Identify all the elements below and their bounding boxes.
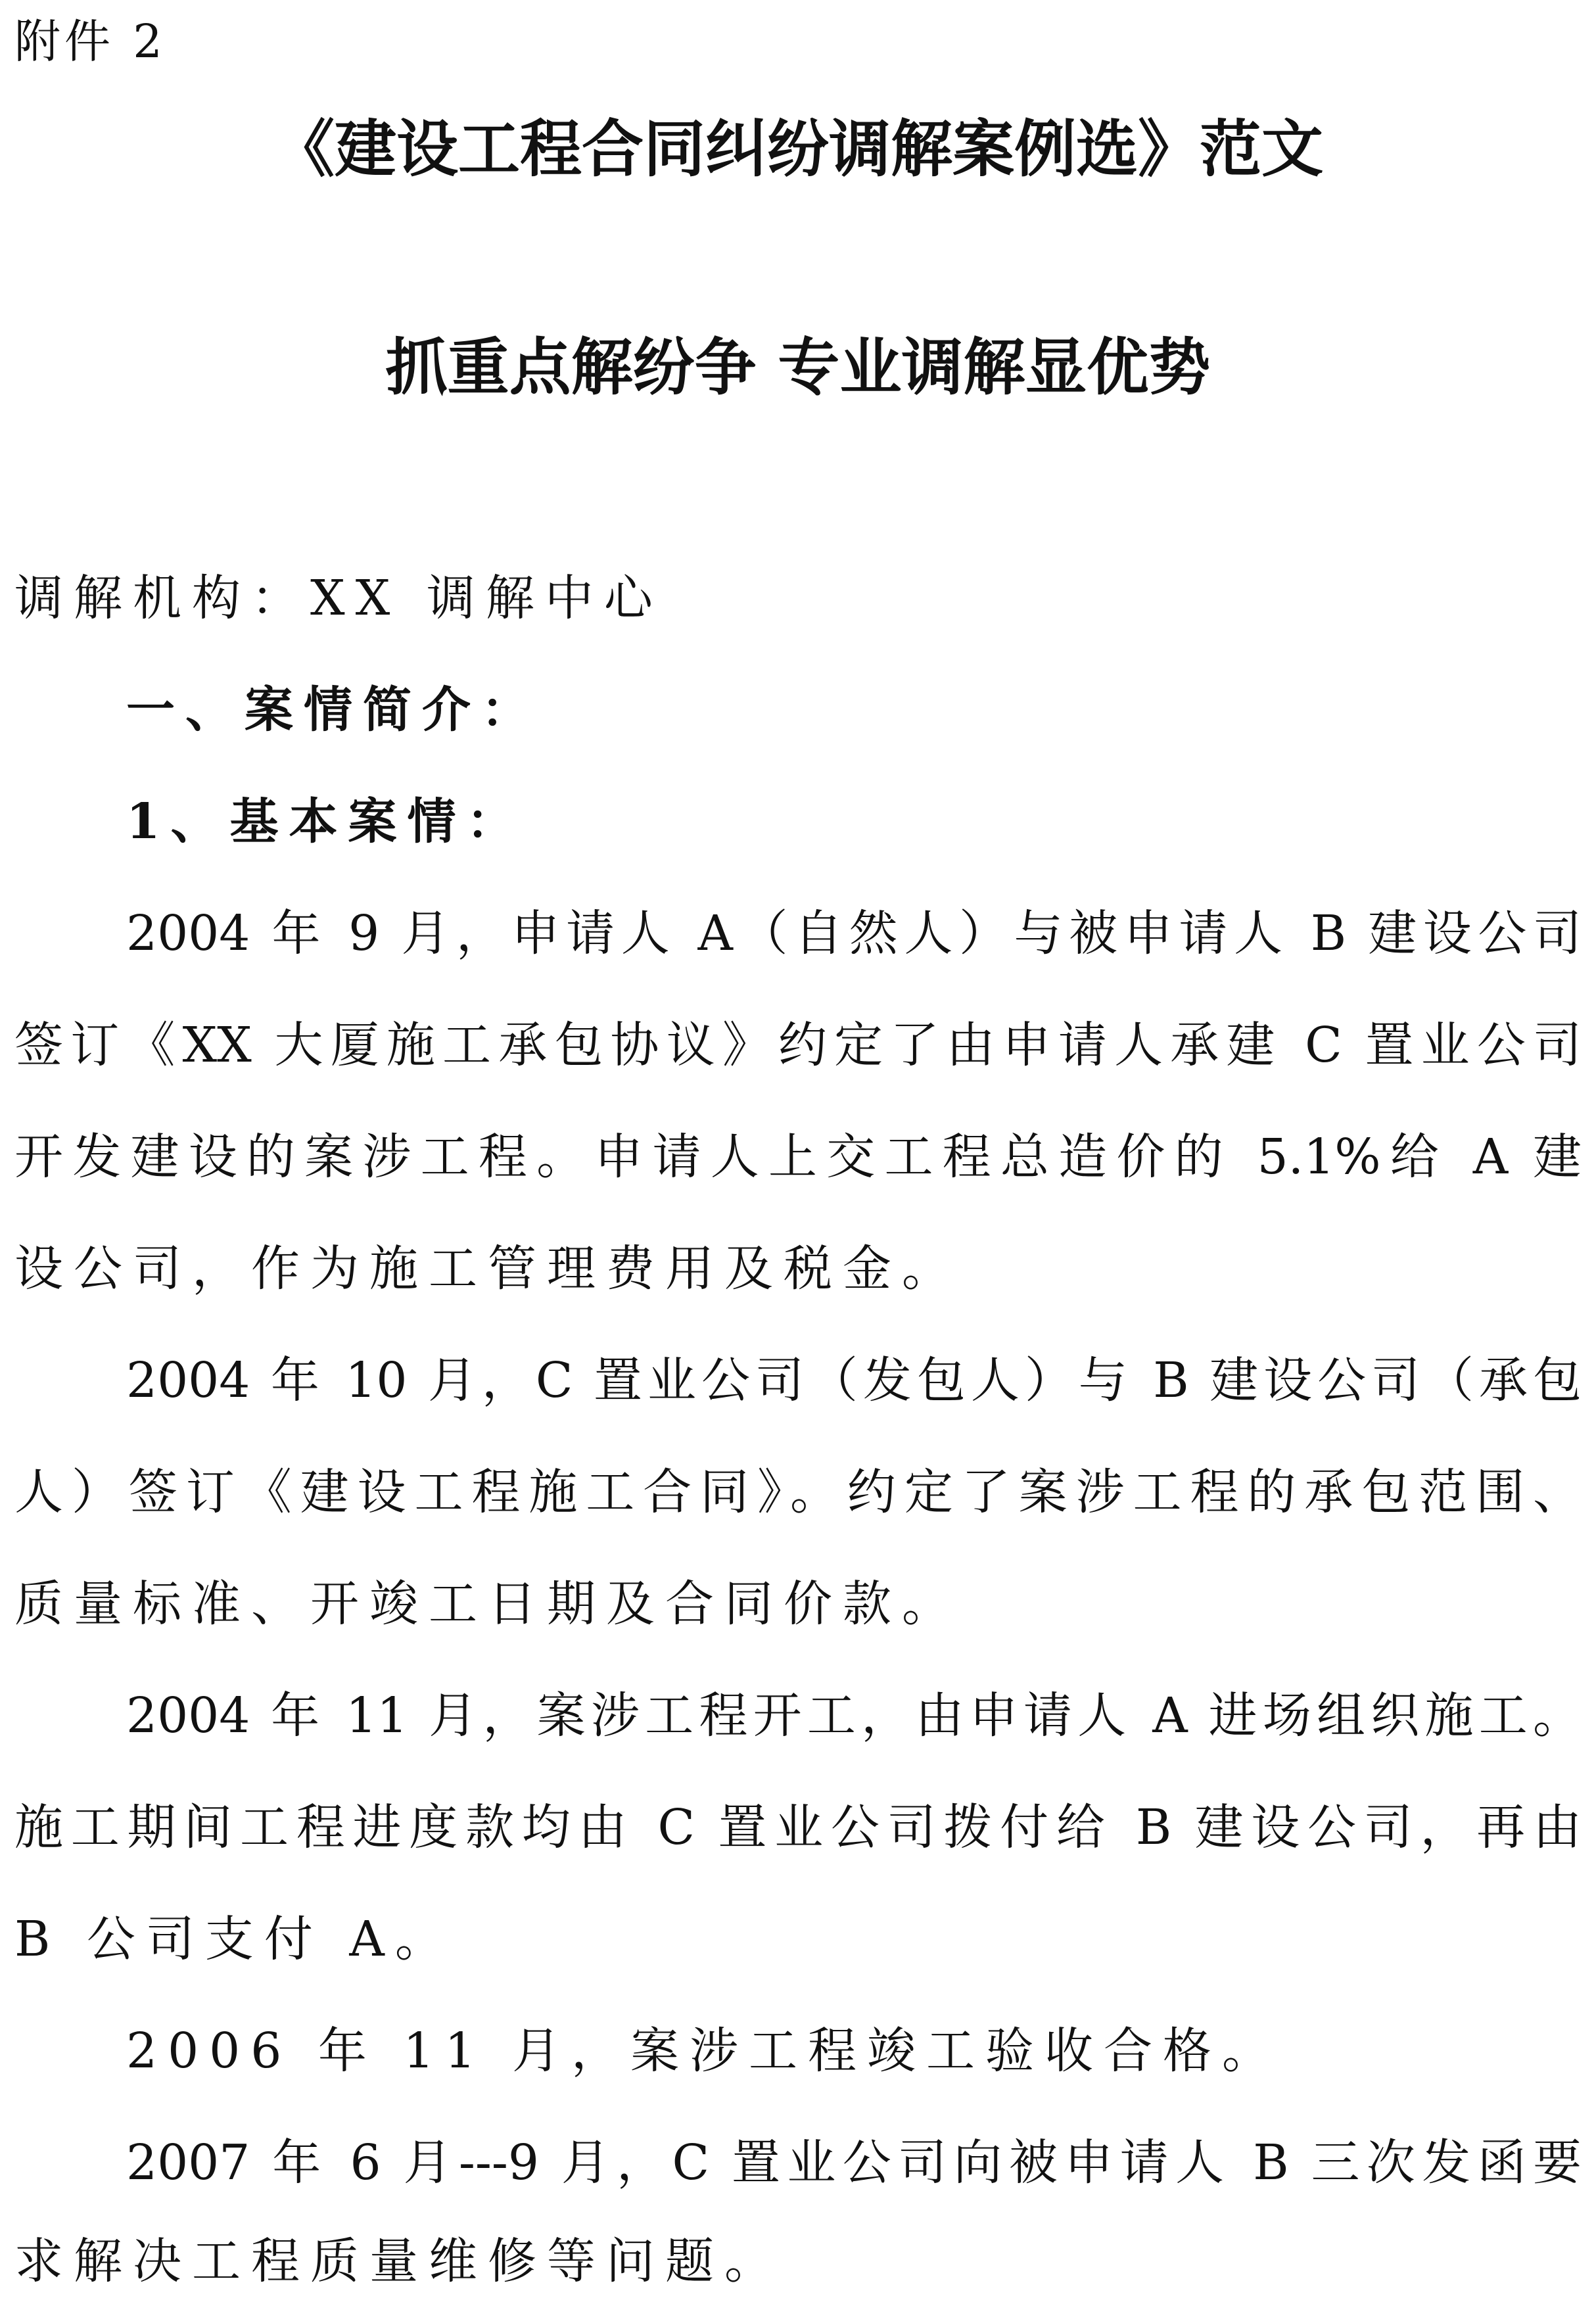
paragraph-line: 签订《XX 大厦施工承包协议》约定了由申请人承建 C 置业公司 [14,1017,1582,1073]
paragraph-line: 2006 年 11 月，案涉工程竣工验收合格。 [126,2023,1282,2079]
mediation-org-line: 调解机构：XX 调解中心 [14,570,663,626]
document-subtitle: 抓重点解纷争 专业调解显优势 [385,332,1211,404]
document-title: 《建设工程合同纠纷调解案例选》范文 [272,114,1323,185]
paragraph-line: 2007 年 6 月---9 月，C 置业公司向被申请人 B 三次发函要 [126,2134,1582,2191]
paragraph-line: 2004 年 10 月，C 置业公司（发包人）与 B 建设公司（承包 [126,1352,1582,1409]
paragraph-line: 人）签订《建设工程施工合同》。约定了案涉工程的承包范围、 [14,1464,1582,1520]
subsection-heading-basic-facts: 1、基本案情： [126,793,526,850]
section-heading-case-summary: 一、案情简介： [126,682,540,738]
paragraph-line: B 公司支付 A。 [14,1911,454,1967]
paragraph-line: 设公司，作为施工管理费用及税金。 [14,1240,961,1297]
paragraph-line: 质量标准、开竣工日期及合同价款。 [14,1576,961,1632]
paragraph-line: 求解决工程质量维修等问题。 [14,2233,784,2290]
paragraph-line: 施工期间工程进度款均由 C 置业公司拨付给 B 建设公司，再由 [14,1799,1582,1856]
paragraph-line: 2004 年 11 月，案涉工程开工，由申请人 A 进场组织施工。 [126,1687,1582,1744]
paragraph-line: 2004 年 9 月，申请人 A（自然人）与被申请人 B 建设公司 [126,905,1582,962]
paragraph-line: 开发建设的案涉工程。申请人上交工程总造价的 5.1%给 A 建 [14,1129,1582,1185]
annex-label: 附件 2 [14,14,166,68]
